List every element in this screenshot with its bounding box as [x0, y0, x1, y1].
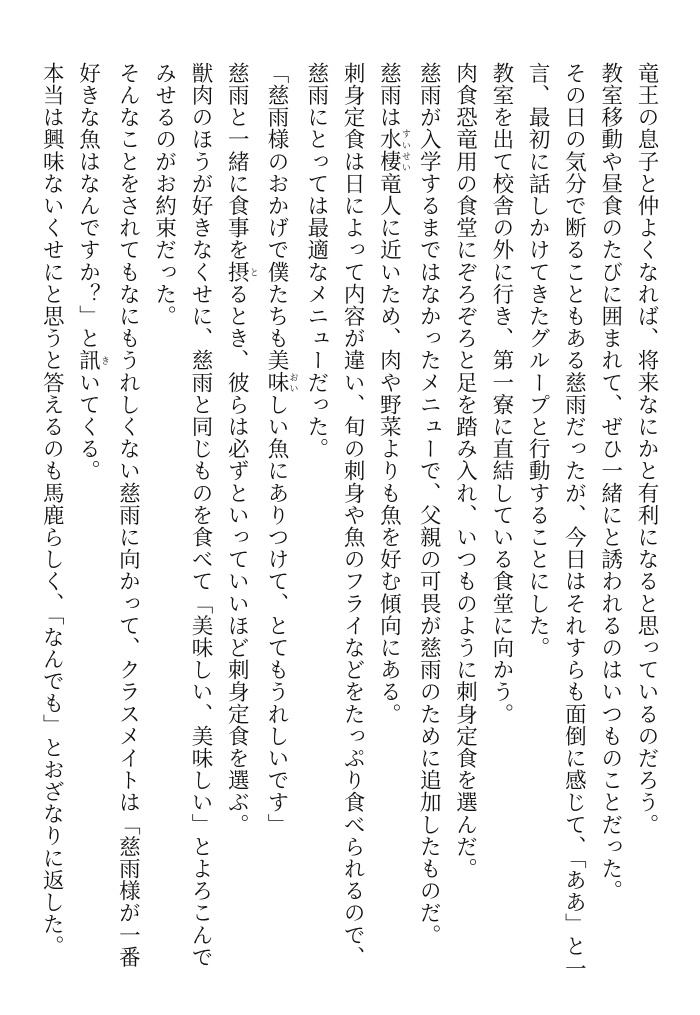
- text-segment: るとき、彼らは必ずといっていいほど刺身定食を選ぶ。: [224, 283, 250, 836]
- text-line: [258, 62, 298, 982]
- text-line: [370, 62, 410, 982]
- ruby-base: 訊: [75, 349, 101, 372]
- text-line: 慈雨にとっては最適なメニューだった。: [303, 62, 329, 460]
- ruby-reading: すいせい: [399, 128, 410, 173]
- text-line: 獣肉のほうが好きなくせに、慈雨と同じものを食べて「美味しい、美味しい」とよろこんで: [187, 62, 213, 969]
- vertical-text-body: [33, 62, 664, 982]
- text-line: 本当は興味ないくせにと思うと答えるのも馬鹿らしく、「なんでも」とおざなりに返した。: [39, 62, 65, 958]
- ruby-base: 摂: [224, 260, 250, 284]
- text-segment: 好きな魚はなんですか？」と: [75, 62, 101, 350]
- ruby-annotation: [75, 349, 110, 372]
- text-segment: 慈雨と一緒に食事を: [224, 62, 250, 261]
- text-line: 教室移動や昼食のたびに囲まれて、ぜひ一緒にと誘われるのはいつものことだった。: [597, 62, 623, 902]
- text-line: 言、最初に話しかけてきたグループと行動することにした。: [525, 62, 551, 659]
- text-line: その日の気分で断ることもある慈雨だったが、今日はそれすらも面倒に感じて、「ああ」と一: [561, 62, 587, 980]
- text-line: [218, 62, 258, 982]
- ruby-reading: き: [99, 349, 110, 372]
- text-line: みせるのがお約束だった。: [151, 62, 177, 328]
- ruby-annotation: [376, 128, 410, 173]
- text-line: 竜王の息子と仲よくなれば、将来なにかと有利になると思っているのだろう。: [634, 62, 659, 836]
- ruby-reading: おい: [287, 371, 298, 394]
- text-segment: しい魚にありつけて、とてもうれしいです」: [264, 393, 290, 836]
- text-line: 肉食恐竜用の食堂にぞろぞろと足を踏み入れ、いつものように刺身定食を選んだ。: [452, 62, 478, 880]
- text-line: 刺身定食は日によって内容が違い、旬の刺身や魚のフライなどをたっぷり食べられるので、: [340, 62, 366, 969]
- text-segment: いてくる。: [75, 371, 101, 482]
- ruby-annotation: [224, 260, 258, 284]
- ruby-base: 味: [264, 371, 290, 394]
- text-line: [69, 62, 109, 982]
- ruby-reading: と: [247, 260, 258, 283]
- ruby-annotation: [264, 371, 298, 394]
- text-segment: 慈雨は: [376, 62, 402, 129]
- text-line: 教室を出て校舎の外に行き、第一寮に直結している食堂に向かう。: [488, 62, 514, 725]
- text-line: そんなことをされてもなにもうれしくない慈雨に向かって、クラスメイトは「慈雨様が一番: [115, 62, 141, 969]
- text-segment: 「慈雨様のおかげで僕たちも美: [264, 62, 290, 372]
- text-segment: 竜人に近いため、肉や野菜よりも魚を好む傾向にある。: [376, 172, 402, 726]
- text-line: 慈雨が入学するまではなかったメニューで、父親の可畏が慈雨のために追加したものだ。: [416, 62, 442, 946]
- ruby-base: 水棲: [376, 128, 402, 173]
